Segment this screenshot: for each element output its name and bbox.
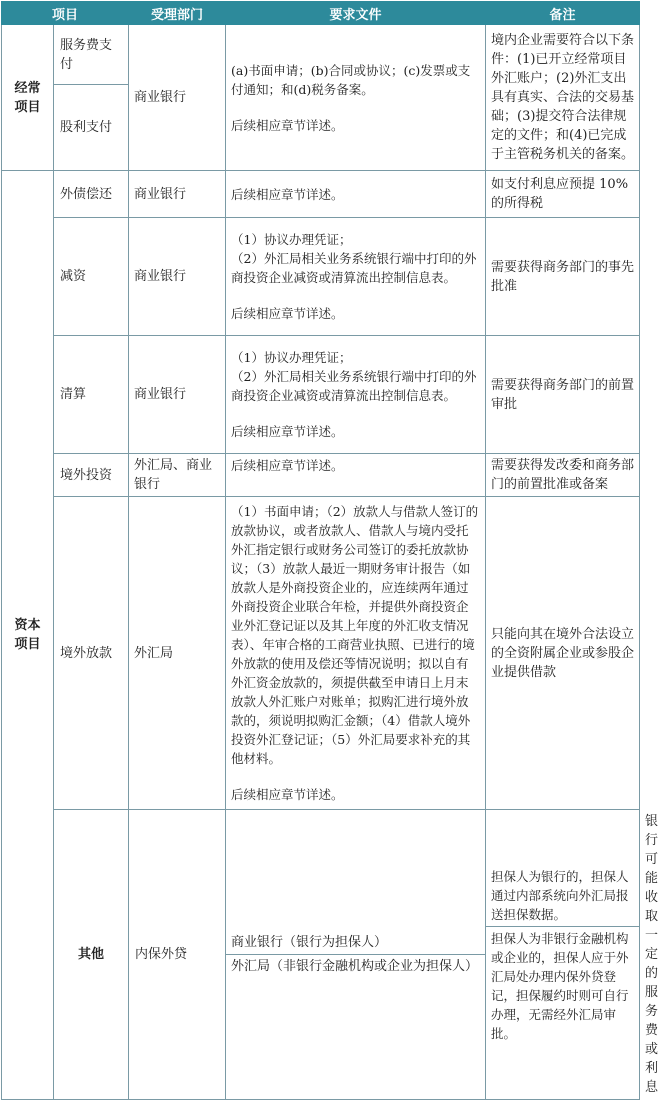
table-row: 其他 内保外贷 商业银行（银行为担保人） 外汇局（非银行金融机构或企业为担保人） 担保人为银行的，担保人通过内部系统向外汇局报送担保数据。 担保人为非银行金融机构或企业的，担保人应于外汇局处办理内保外贷登记，担保履约时则可自行办理，无需经外汇局审批。 银行可能收取一定的服务费或利息 (2, 810, 640, 1100)
note-regular: 境内企业需要符合以下条件：(1)已开立经常项目外汇账户；(2)外汇支出具有真实、合法的交易基础；(3)提交符合法律规定的文件；和(4)已完成于主管税务机关的备案。 (486, 25, 640, 171)
item-dividend: 股利支付 (54, 85, 129, 171)
dept-guarantee (226, 810, 486, 1100)
item-capital-reduction: 减资 (54, 218, 129, 336)
table-row (2, 218, 640, 336)
note-outbound-lending: 只能向其在境外合法设立的全资附属企业或参股企业提供借款 (486, 497, 640, 810)
table-row (2, 171, 640, 218)
req-liquidation-1: （1）协议办理凭证； (231, 350, 352, 365)
header-required-documents: 要求文件 (226, 2, 486, 25)
req-regular-text: (a)书面申请；(b)合同或协议；(c)发票或支付通知；和(d)税务备案。 (231, 62, 471, 97)
table-row (2, 454, 640, 497)
table-header-row (2, 2, 640, 25)
table-row (2, 336, 640, 454)
table-row (2, 497, 640, 810)
note-outbound-investment: 需要获得发改委和商务部门的前置批准或备案 (486, 454, 640, 497)
group-other: 其他 (54, 810, 129, 1100)
item-guarantee: 内保外贷 (129, 810, 226, 1100)
item-outbound-investment: 境外投资 (54, 454, 129, 497)
item-service-fee: 服务费支付 (54, 25, 129, 85)
req-outbound-lending-text: （1）书面申请；（2）放款人与借款人签订的放款协议，或者放款人、借款人与境内受托外汇指定银行或财务公司签订的委托放款协议；（3）放款人最近一期财务审计报告（如放款人是外商投资企业的，应连续两年通过外商投资企业联合年检，并提供外商投资企业外汇登记证以及其上年度的外汇收支情况表）、年审合格的工商营业执照、已进行的境外放款的使用及偿还等情况说明；拟以自有外汇资金放款的，须提供截至申请日上月末放款人外汇账户对账单；拟购汇进行境外放款的，须说明拟购汇金额；（4）借款人境外投资外汇登记证；（5）外汇局要求补充的其他材料。 (231, 504, 479, 766)
req-regular (226, 25, 486, 171)
req-guarantee-bank: 担保人为银行的，担保人通过内部系统向外汇局报送担保数据。 (491, 868, 629, 922)
req-outbound-lending (226, 497, 486, 810)
req-capital-reduction-followup: 后续相应章节详述。 (231, 306, 344, 321)
document-page (0, 1, 658, 1095)
item-foreign-debt: 外债偿还 (54, 171, 129, 218)
dept-guarantee-bank: 商业银行（银行为担保人） (231, 935, 388, 950)
req-capital-reduction (226, 218, 486, 336)
req-capital-reduction-1: （1）协议办理凭证； (231, 232, 352, 247)
dept-liquidation: 商业银行 (129, 336, 226, 454)
group-capital: 资本 项目 (2, 171, 54, 1100)
req-outbound-lending-followup: 后续相应章节详述。 (231, 787, 344, 802)
header-remarks: 备注 (486, 2, 640, 25)
table-row (2, 25, 640, 85)
req-guarantee-nonbank: 担保人为非银行金融机构或企业的，担保人应于外汇局处办理内保外贷登记，担保履约时则可自行办理，无需经外汇局审批。 (486, 926, 639, 1045)
req-regular-followup: 后续相应章节详述。 (231, 117, 344, 133)
dept-regular: 商业银行 (129, 25, 226, 171)
item-outbound-lending: 境外放款 (54, 497, 129, 810)
dept-outbound-investment: 外汇局、商业银行 (129, 454, 226, 497)
dept-guarantee-safe: 外汇局（非银行金融机构或企业为担保人） (226, 954, 485, 978)
header-item: 项目 (2, 2, 129, 25)
req-outbound-investment: 后续相应章节详述。 (226, 454, 486, 497)
header-department: 受理部门 (129, 2, 226, 25)
req-capital-reduction-2: （2）外汇局相关业务系统银行端中打印的外商投资企业减资或清算流出控制信息表。 (231, 251, 477, 285)
cross-border-payment-table (1, 1, 658, 1100)
req-foreign-debt: 后续相应章节详述。 (226, 171, 486, 218)
req-liquidation (226, 336, 486, 454)
dept-foreign-debt: 商业银行 (129, 171, 226, 218)
req-guarantee (486, 810, 640, 1100)
note-capital-reduction: 需要获得商务部门的事先批准 (486, 218, 640, 336)
note-foreign-debt: 如支付利息应预提 10%的所得税 (486, 171, 640, 218)
group-regular: 经常 项目 (2, 25, 54, 171)
item-liquidation: 清算 (54, 336, 129, 454)
dept-outbound-lending: 外汇局 (129, 497, 226, 810)
dept-capital-reduction: 商业银行 (129, 218, 226, 336)
req-liquidation-followup: 后续相应章节详述。 (231, 424, 344, 439)
req-liquidation-2: （2）外汇局相关业务系统银行端中打印的外商投资企业减资或清算流出控制信息表。 (231, 369, 477, 403)
note-liquidation: 需要获得商务部门的前置审批 (486, 336, 640, 454)
